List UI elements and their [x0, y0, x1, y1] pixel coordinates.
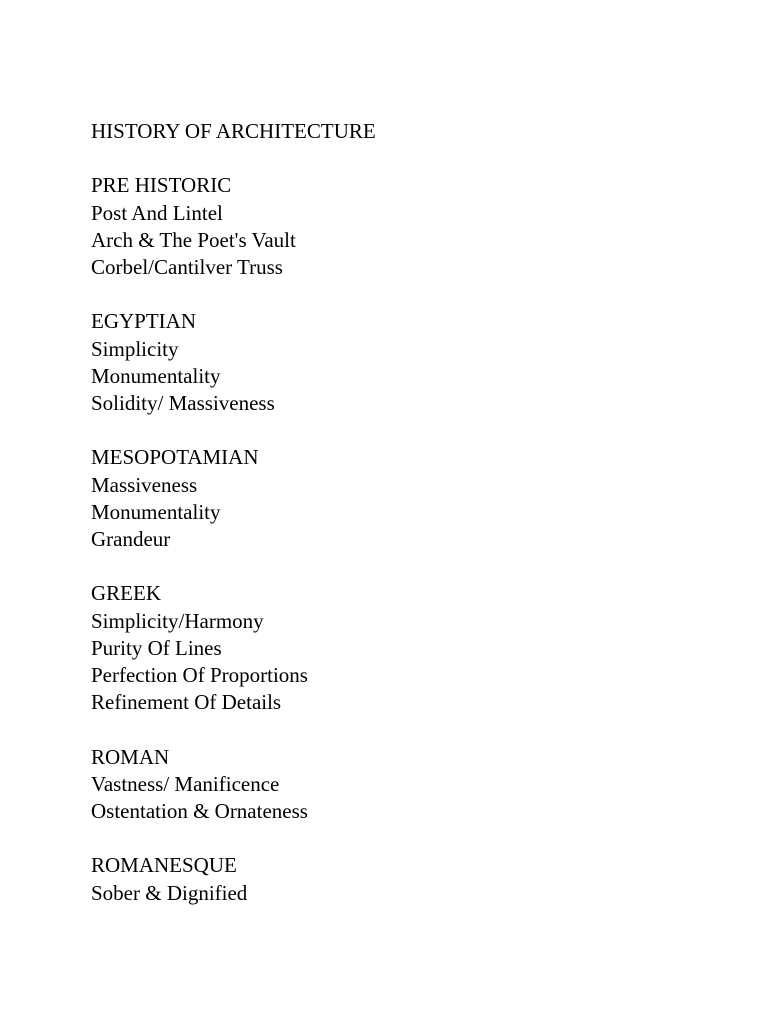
- list-item: Post And Lintel: [91, 200, 223, 225]
- section: [91, 580, 691, 716]
- list-item: Sober & Dignified: [91, 880, 248, 905]
- section-heading: MESOPOTAMIAN: [91, 445, 259, 470]
- section-item-list: [91, 771, 691, 825]
- list-item: Purity Of Lines: [91, 635, 222, 660]
- section: [91, 852, 691, 906]
- section: [91, 744, 691, 826]
- section-heading: ROMANESQUE: [91, 853, 237, 878]
- section-item-list: [91, 336, 691, 418]
- section-item-list: [91, 880, 691, 907]
- list-item: Arch & The Poet's Vault: [91, 227, 296, 252]
- section: [91, 444, 691, 553]
- section-item-list: [91, 608, 691, 717]
- list-item: Monumentality: [91, 499, 221, 524]
- section-heading: EGYPTIAN: [91, 309, 196, 334]
- document-title: HISTORY OF ARCHITECTURE: [91, 119, 376, 143]
- section-item-list: [91, 472, 691, 554]
- list-item: Monumentality: [91, 363, 221, 388]
- section-heading: PRE HISTORIC: [91, 173, 232, 198]
- section: [91, 172, 691, 281]
- section-item-list: [91, 200, 691, 282]
- document-page: [91, 118, 691, 934]
- list-item: Massiveness: [91, 472, 198, 497]
- list-item: Ostentation & Ornateness: [91, 799, 308, 823]
- section: [91, 308, 691, 417]
- list-item: Refinement Of Details: [91, 690, 282, 715]
- list-item: Perfection Of Proportions: [91, 663, 308, 687]
- list-item: Vastness/ Manificence: [91, 771, 280, 796]
- list-item: Simplicity/Harmony: [91, 608, 264, 633]
- section-heading: GREEK: [91, 581, 161, 606]
- section-list: [91, 172, 691, 906]
- section-heading: ROMAN: [91, 744, 170, 769]
- list-item: Solidity/ Massiveness: [91, 391, 275, 415]
- list-item: Corbel/Cantilver Truss: [91, 255, 283, 279]
- list-item: Simplicity: [91, 336, 179, 361]
- list-item: Grandeur: [91, 527, 171, 551]
